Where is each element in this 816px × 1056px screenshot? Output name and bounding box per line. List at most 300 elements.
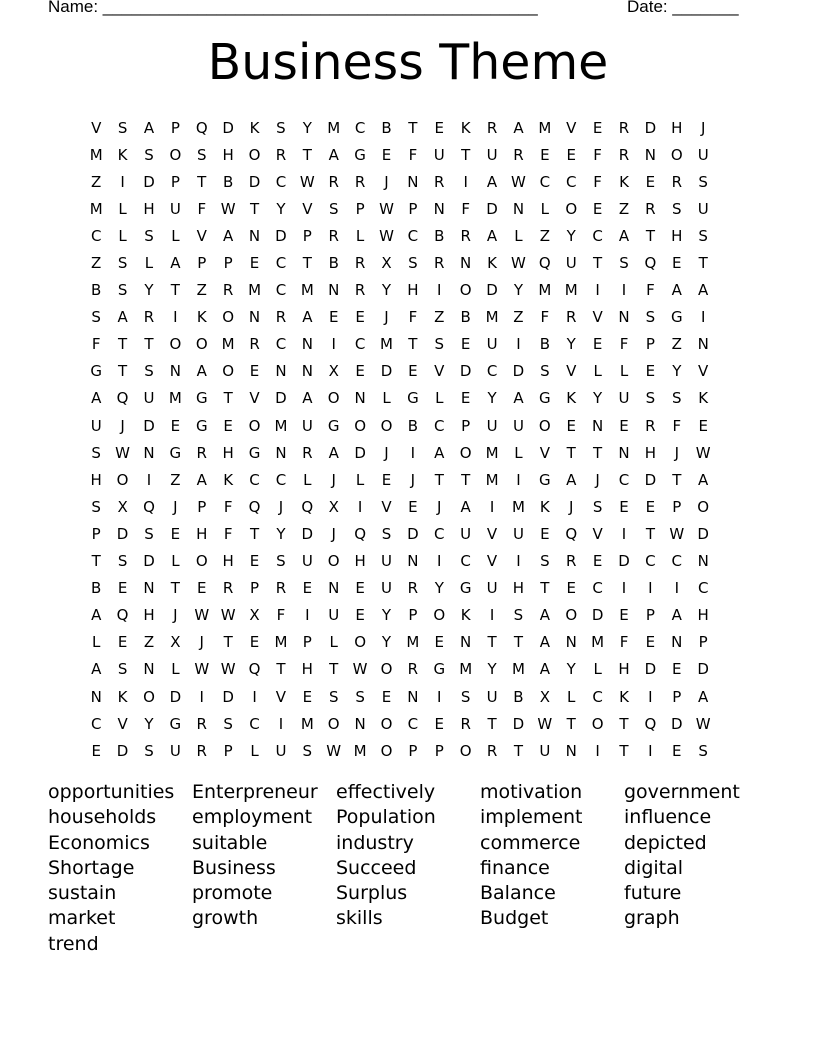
grid-letter: M [538, 118, 552, 137]
grid-letter: P [408, 199, 418, 218]
grid-letter: P [408, 606, 418, 625]
grid-letter: R [302, 443, 313, 462]
grid-letter: O [327, 552, 340, 571]
grid-letter: P [408, 741, 418, 760]
grid-letter: E [355, 606, 365, 625]
word-list-item: finance [480, 856, 550, 879]
grid-letter: J [384, 308, 389, 327]
grid-letter: P [302, 226, 312, 245]
grid-letter: I [305, 606, 310, 625]
grid-letter: E [592, 552, 603, 571]
grid-letter: O [591, 714, 604, 733]
grid-letter: T [513, 633, 524, 652]
grid-letter: Z [143, 633, 155, 652]
word-list-item: commerce [480, 831, 581, 854]
grid-letter: C [275, 470, 287, 489]
grid-letter: X [328, 497, 339, 516]
grid-letter: S [381, 524, 392, 543]
grid-letter: A [434, 443, 445, 462]
grid-letter: E [566, 145, 576, 164]
grid-letter: W [379, 199, 394, 218]
grid-letter: D [301, 524, 314, 543]
page-title: Business Theme [207, 34, 609, 91]
word-list-item: Population [336, 806, 436, 829]
grid-letter: L [514, 226, 523, 245]
grid-letter: J [384, 172, 389, 191]
grid-letter: E [645, 497, 656, 516]
grid-letter: D [169, 687, 182, 706]
grid-letter: R [645, 416, 656, 435]
grid-letter: F [672, 416, 682, 435]
grid-letter: U [169, 199, 181, 218]
grid-letter: E [540, 524, 550, 543]
grid-letter: O [248, 145, 261, 164]
grid-letter: G [354, 145, 366, 164]
grid-letter: Q [538, 254, 551, 273]
grid-letter: I [700, 308, 706, 327]
grid-letter: O [565, 199, 578, 218]
grid-letter: D [644, 660, 657, 679]
grid-letter: O [354, 633, 366, 652]
grid-letter: Z [196, 281, 207, 300]
grid-letter: G [169, 714, 182, 733]
grid-letter: R [222, 579, 234, 598]
grid-letter: I [437, 281, 442, 300]
grid-letter: E [355, 362, 365, 381]
grid-letter: E [619, 416, 629, 435]
grid-letter: O [195, 552, 208, 571]
grid-letter: Z [170, 470, 181, 489]
grid-letter: V [275, 687, 287, 706]
word-list-item: Succeed [336, 856, 417, 879]
grid-letter: L [619, 362, 629, 381]
grid-letter: R [354, 254, 366, 273]
grid-letter: E [408, 497, 418, 516]
grid-letter: V [539, 443, 550, 462]
grid-letter: V [117, 714, 128, 733]
grid-letter: W [220, 660, 236, 679]
grid-letter: F [408, 145, 418, 164]
grid-letter: O [169, 335, 182, 354]
grid-row [83, 412, 743, 439]
grid-row [83, 629, 743, 656]
grid-letter: W [379, 226, 394, 245]
grid-letter: J [331, 470, 336, 489]
grid-letter: S [144, 226, 154, 245]
grid-letter: Y [672, 362, 682, 381]
grid-letter: M [300, 714, 314, 733]
grid-letter: E [672, 660, 682, 679]
grid-letter: Y [566, 660, 576, 679]
grid-letter: M [274, 633, 288, 652]
grid-letter: A [223, 226, 234, 245]
grid-letter: L [435, 389, 444, 408]
grid-letter: S [645, 308, 656, 327]
word-list-item: motivation [480, 781, 583, 803]
grid-letter: S [144, 524, 154, 543]
grid-letter: E [170, 416, 181, 435]
grid-letter: N [354, 389, 366, 408]
grid-letter: R [275, 145, 287, 164]
grid-letter: R [275, 579, 287, 598]
grid-letter: R [566, 552, 577, 571]
grid-letter: R [434, 254, 445, 273]
grid-row [83, 141, 743, 168]
grid-letter: S [91, 443, 101, 462]
grid-letter: V [566, 118, 577, 137]
grid-letter: T [698, 254, 708, 273]
grid-letter: A [91, 389, 102, 408]
grid-letter: K [196, 308, 207, 327]
grid-letter: S [698, 741, 708, 760]
grid-letter: H [671, 118, 683, 137]
grid-letter: O [143, 687, 155, 706]
grid-letter: C [671, 552, 683, 571]
grid-letter: A [539, 660, 550, 679]
grid-letter: W [511, 172, 526, 191]
name-field-label: Name: ______________________________________________ [48, 0, 538, 16]
grid-letter: M [300, 281, 314, 300]
word-list-item: government [624, 781, 740, 803]
grid-letter: G [459, 579, 472, 598]
grid-letter: U [618, 389, 630, 408]
grid-letter: R [407, 660, 419, 679]
grid-letter: U [565, 254, 577, 273]
grid-letter: E [592, 118, 603, 137]
grid-letter: T [461, 145, 471, 164]
grid-letter: T [461, 470, 471, 489]
grid-letter: T [249, 524, 260, 543]
grid-letter: J [120, 416, 125, 435]
grid-letter: B [460, 308, 471, 327]
grid-letter: B [91, 281, 102, 300]
grid-letter: S [91, 308, 101, 327]
grid-letter: O [248, 416, 261, 435]
grid-letter: L [250, 741, 259, 760]
word-list-item: depicted [624, 831, 707, 854]
grid-letter: V [566, 362, 577, 381]
grid-letter: U [381, 579, 392, 598]
grid-letter: Y [381, 633, 392, 652]
grid-letter: M [168, 389, 182, 408]
grid-letter: Q [565, 524, 578, 543]
grid-letter: F [197, 199, 207, 218]
grid-letter: Z [434, 308, 445, 327]
grid-letter: Q [195, 118, 208, 137]
grid-letter: U [486, 145, 498, 164]
grid-letter: S [223, 714, 233, 733]
grid-letter: M [353, 741, 367, 760]
grid-letter: U [169, 741, 181, 760]
grid-letter: A [698, 281, 709, 300]
grid-letter: R [354, 172, 366, 191]
grid-letter: C [434, 416, 445, 435]
grid-letter: A [671, 606, 682, 625]
grid-letter: D [222, 118, 234, 137]
grid-letter: V [249, 389, 260, 408]
grid-letter: W [194, 660, 210, 679]
grid-row [83, 520, 743, 547]
grid-letter: P [250, 579, 260, 598]
grid-letter: H [301, 660, 313, 679]
grid-letter: A [143, 118, 155, 137]
grid-letter: G [670, 308, 683, 327]
word-list-item: Balance [480, 882, 556, 905]
grid-letter: Q [116, 606, 129, 625]
grid-letter: E [434, 633, 445, 652]
word-list-item: sustain [48, 882, 117, 905]
grid-letter: A [698, 470, 709, 489]
grid-letter: V [592, 308, 603, 327]
grid-letter: C [434, 524, 445, 543]
grid-letter: N [328, 281, 340, 300]
grid-letter: E [381, 687, 392, 706]
grid-letter: T [434, 470, 444, 489]
grid-letter: C [249, 470, 260, 489]
grid-letter: E [672, 741, 682, 760]
grid-letter: T [513, 741, 524, 760]
grid-letter: M [459, 660, 473, 679]
grid-letter: E [302, 687, 313, 706]
grid-letter: T [302, 145, 312, 164]
grid-letter: S [540, 552, 550, 571]
grid-letter: F [646, 281, 655, 300]
grid-letter: D [407, 524, 419, 543]
grid-row [83, 385, 743, 412]
grid-letter: F [619, 335, 629, 354]
word-list-item: market [48, 907, 116, 930]
grid-letter: G [407, 389, 419, 408]
grid-letter: R [460, 226, 471, 245]
grid-letter: R [618, 145, 630, 164]
grid-letter: X [117, 497, 128, 516]
grid-letter: A [698, 687, 709, 706]
grid-letter: H [354, 552, 366, 571]
grid-letter: I [516, 470, 521, 489]
grid-letter: R [143, 308, 155, 327]
grid-letter: A [566, 470, 577, 489]
grid-letter: I [621, 579, 627, 598]
grid-letter: K [223, 470, 234, 489]
grid-letter: S [328, 199, 339, 218]
grid-letter: C [354, 118, 366, 137]
grid-letter: E [540, 145, 550, 164]
grid-letter: J [569, 497, 574, 516]
grid-letter: I [595, 741, 600, 760]
grid-letter: T [566, 443, 576, 462]
grid-letter: L [355, 226, 365, 245]
grid-letter: B [407, 416, 419, 435]
grid-letter: T [408, 335, 418, 354]
grid-letter: S [117, 254, 128, 273]
grid-letter: I [199, 687, 204, 706]
grid-letter: K [566, 389, 577, 408]
grid-letter: N [248, 308, 261, 327]
grid-row [83, 575, 743, 602]
grid-letter: V [486, 524, 498, 543]
grid-letter: A [328, 145, 339, 164]
word-list-item: skills [336, 907, 383, 930]
grid-letter: S [276, 552, 286, 571]
grid-row [83, 710, 743, 737]
grid-letter: M [406, 633, 420, 652]
grid-letter: Y [434, 579, 444, 598]
grid-letter: D [143, 416, 155, 435]
grid-letter: A [671, 281, 682, 300]
grid-letter: F [223, 524, 233, 543]
grid-row [83, 304, 743, 331]
grid-letter: Y [381, 606, 392, 625]
grid-letter: P [645, 335, 655, 354]
grid-letter: G [169, 443, 182, 462]
word-list-item: Business [192, 856, 276, 879]
grid-letter: Y [513, 281, 524, 300]
grid-letter: Q [644, 714, 657, 733]
grid-letter: X [170, 633, 181, 652]
grid-letter: M [380, 335, 393, 354]
grid-letter: N [512, 199, 525, 218]
grid-letter: N [143, 660, 155, 679]
grid-letter: E [249, 633, 260, 652]
grid-letter: J [331, 524, 336, 543]
grid-letter: Y [144, 714, 154, 733]
grid-letter: P [223, 254, 233, 273]
grid-letter: O [222, 308, 235, 327]
grid-letter: S [698, 172, 708, 191]
grid-letter: P [434, 741, 444, 760]
grid-letter: U [328, 606, 340, 625]
grid-letter: C [592, 579, 603, 598]
grid-letter: E [592, 335, 603, 354]
grid-letter: S [196, 145, 207, 164]
grid-letter: I [489, 497, 495, 516]
grid-letter: G [195, 416, 208, 435]
grid-row [83, 656, 743, 683]
grid-letter: H [512, 579, 525, 598]
grid-letter: N [407, 687, 419, 706]
grid-letter: D [697, 660, 709, 679]
grid-letter: X [249, 606, 260, 625]
grid-letter: P [197, 254, 207, 273]
grid-letter: B [381, 118, 392, 137]
grid-row [83, 737, 743, 764]
grid-letter: H [222, 552, 234, 571]
grid-letter: M [485, 470, 499, 489]
grid-letter: N [565, 633, 577, 652]
grid-letter: E [91, 741, 101, 760]
grid-letter: N [90, 687, 102, 706]
grid-letter: F [91, 335, 101, 354]
grid-letter: H [671, 226, 683, 245]
grid-letter: O [327, 389, 340, 408]
grid-letter: E [355, 308, 365, 327]
word-list-item: future [624, 882, 682, 905]
grid-letter: R [249, 335, 260, 354]
grid-letter: C [565, 172, 577, 191]
grid-letter: U [486, 416, 498, 435]
grid-letter: R [671, 172, 682, 191]
grid-letter: Y [593, 389, 603, 408]
grid-letter: H [143, 606, 155, 625]
grid-letter: M [485, 443, 499, 462]
grid-letter: W [669, 524, 685, 543]
grid-letter: V [592, 524, 603, 543]
grid-letter: G [195, 389, 208, 408]
grid-letter: D [380, 362, 393, 381]
grid-letter: I [516, 335, 521, 354]
grid-letter: K [460, 606, 471, 625]
grid-letter: U [90, 416, 102, 435]
grid-letter: V [381, 497, 392, 516]
grid-letter: I [516, 552, 521, 571]
grid-letter: U [486, 335, 498, 354]
grid-letter: H [644, 443, 657, 462]
grid-letter: C [460, 552, 471, 571]
grid-letter: K [460, 118, 471, 137]
grid-letter: U [486, 579, 498, 598]
grid-letter: K [487, 254, 497, 273]
grid-row [83, 602, 743, 629]
grid-letter: T [672, 470, 682, 489]
grid-letter: S [355, 687, 365, 706]
grid-letter: O [459, 741, 472, 760]
grid-letter: R [513, 145, 524, 164]
grid-letter: J [173, 606, 178, 625]
grid-letter: I [437, 687, 442, 706]
grid-letter: C [592, 687, 603, 706]
grid-letter: P [355, 199, 365, 218]
grid-letter: J [384, 443, 389, 462]
grid-letter: K [117, 687, 128, 706]
grid-letter: D [697, 524, 709, 543]
grid-row [83, 114, 743, 141]
grid-letter: W [220, 199, 236, 218]
grid-letter: N [592, 416, 604, 435]
grid-letter: G [539, 389, 551, 408]
word-list-item: growth [192, 907, 259, 930]
grid-letter: D [486, 281, 498, 300]
grid-row [83, 249, 743, 276]
grid-letter: V [91, 118, 102, 137]
grid-letter: N [143, 579, 155, 598]
grid-letter: A [117, 308, 128, 327]
grid-letter: S [117, 281, 128, 300]
grid-letter: D [275, 226, 287, 245]
grid-letter: N [697, 552, 709, 571]
grid-letter: L [593, 362, 602, 381]
grid-letter: I [278, 714, 284, 733]
grid-letter: O [433, 606, 446, 625]
grid-letter: R [566, 308, 577, 327]
grid-letter: I [173, 308, 178, 327]
grid-letter: U [539, 741, 551, 760]
grid-letter: Z [91, 254, 102, 273]
grid-letter: E [197, 579, 207, 598]
grid-letter: N [618, 443, 630, 462]
grid-letter: U [275, 741, 287, 760]
grid-letter: I [621, 524, 627, 543]
grid-letter: T [197, 172, 207, 191]
grid-letter: Y [566, 335, 576, 354]
grid-letter: N [644, 145, 657, 164]
grid-letter: A [328, 443, 339, 462]
grid-letter: A [91, 606, 102, 625]
grid-letter: L [355, 470, 365, 489]
grid-letter: P [645, 606, 655, 625]
grid-letter: Z [539, 226, 550, 245]
grid-letter: N [407, 552, 419, 571]
grid-row [83, 439, 743, 466]
